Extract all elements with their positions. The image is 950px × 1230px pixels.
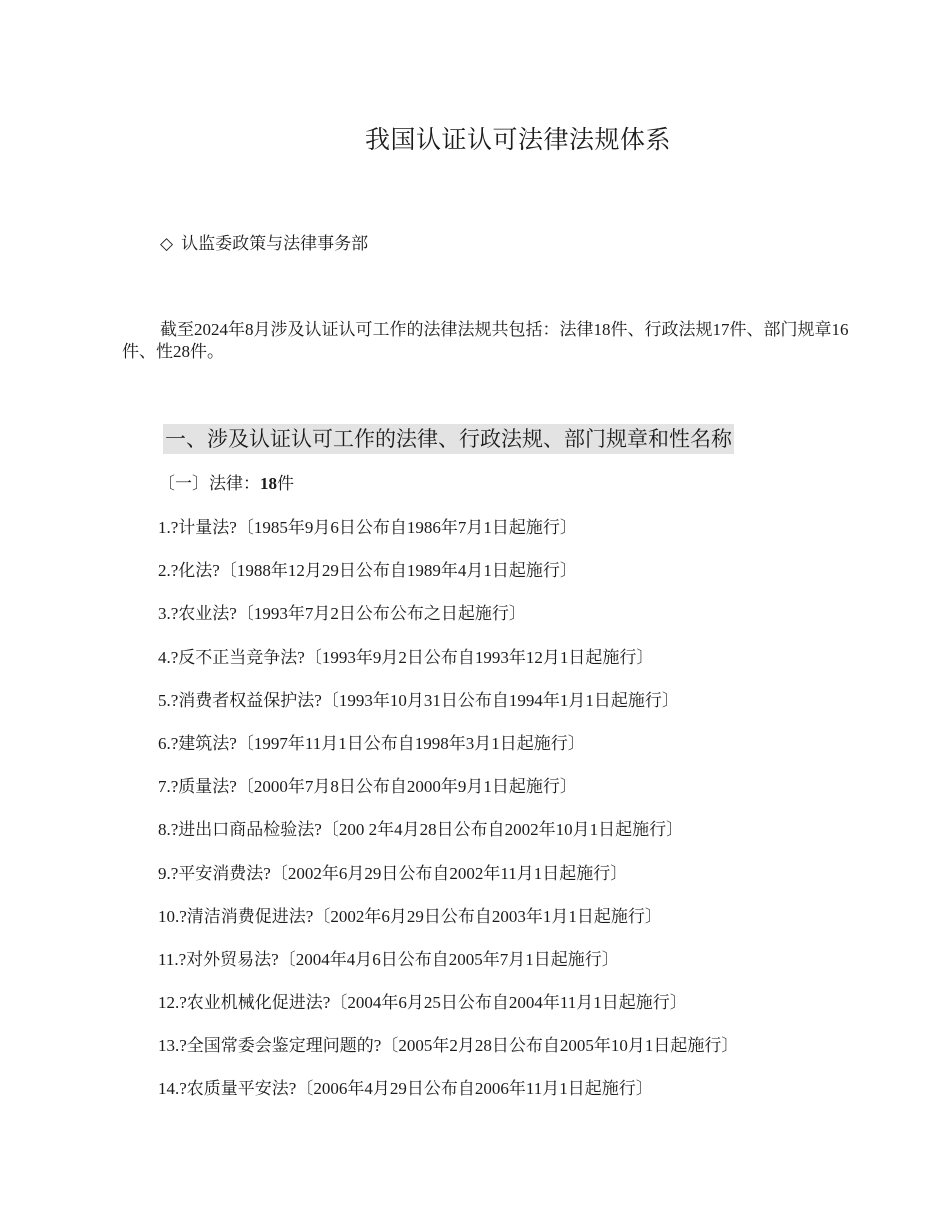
list-item: 12.?农业机械化促进法?〔2004年6月25日公布自2004年11月1日起施行〕	[158, 993, 687, 1013]
subsection-prefix: 〔一〕法律：	[158, 474, 260, 493]
intro-paragraph: 截至2024年8月涉及认证认可工作的法律法规共包括：法律18件、行政法规17件、部门规章16件、性28件。	[122, 320, 849, 361]
list-item: 8.?进出口商品检验法?〔200 2年4月28日公布自2002年10月1日起施行〕	[158, 820, 684, 840]
law-list	[158, 516, 738, 1121]
list-item: 7.?质量法?〔2000年7月8日公布自2000年9月1日起施行〕	[158, 777, 577, 797]
subsection-heading	[158, 472, 294, 496]
diamond-icon: ◇	[160, 234, 174, 253]
subsection-suffix: 件	[277, 474, 294, 493]
list-item: 2.?化法?〔1988年12月29日公布自1989年4月1日起施行〕	[158, 561, 577, 581]
list-item: 11.?对外贸易法?〔2004年4月6日公布自2005年7月1日起施行〕	[158, 949, 619, 969]
section-heading: 一、涉及认证认可工作的法律、行政法规、部门规章和性名称	[163, 424, 734, 454]
list-item: 3.?农业法?〔1993年7月2日公布公布之日起施行〕	[158, 604, 526, 624]
list-item: 9.?平安消费法?〔2002年6月29日公布自2002年11月1日起施行〕	[158, 863, 628, 883]
department-line	[160, 232, 368, 256]
list-item: 5.?消费者权益保护法?〔1993年10月31日公布自1994年1月1日起施行〕	[158, 690, 679, 710]
subsection-count: 18	[260, 474, 277, 493]
list-item: 6.?建筑法?〔1997年11月1日公布自1998年3月1日起施行〕	[158, 733, 585, 753]
list-item: 14.?农质量平安法?〔2006年4月29日公布自2006年11月1日起施行〕	[158, 1079, 653, 1099]
document-title: 我国认证认可法律法规体系	[364, 127, 671, 154]
list-item: 13.?全国常委会鉴定理问题的?〔2005年2月28日公布自2005年10月1日起施行〕	[158, 1036, 739, 1056]
list-item: 10.?清洁消费促进法?〔2002年6月29日公布自2003年1月1日起施行〕	[158, 906, 662, 926]
department-name: 认监委政策与法律事务部	[181, 234, 369, 253]
list-item: 4.?反不正当竞争法?〔1993年9月2日公布自1993年12月1日起施行〕	[158, 647, 654, 667]
list-item: 1.?计量法?〔1985年9月6日公布自1986年7月1日起施行〕	[158, 518, 577, 537]
